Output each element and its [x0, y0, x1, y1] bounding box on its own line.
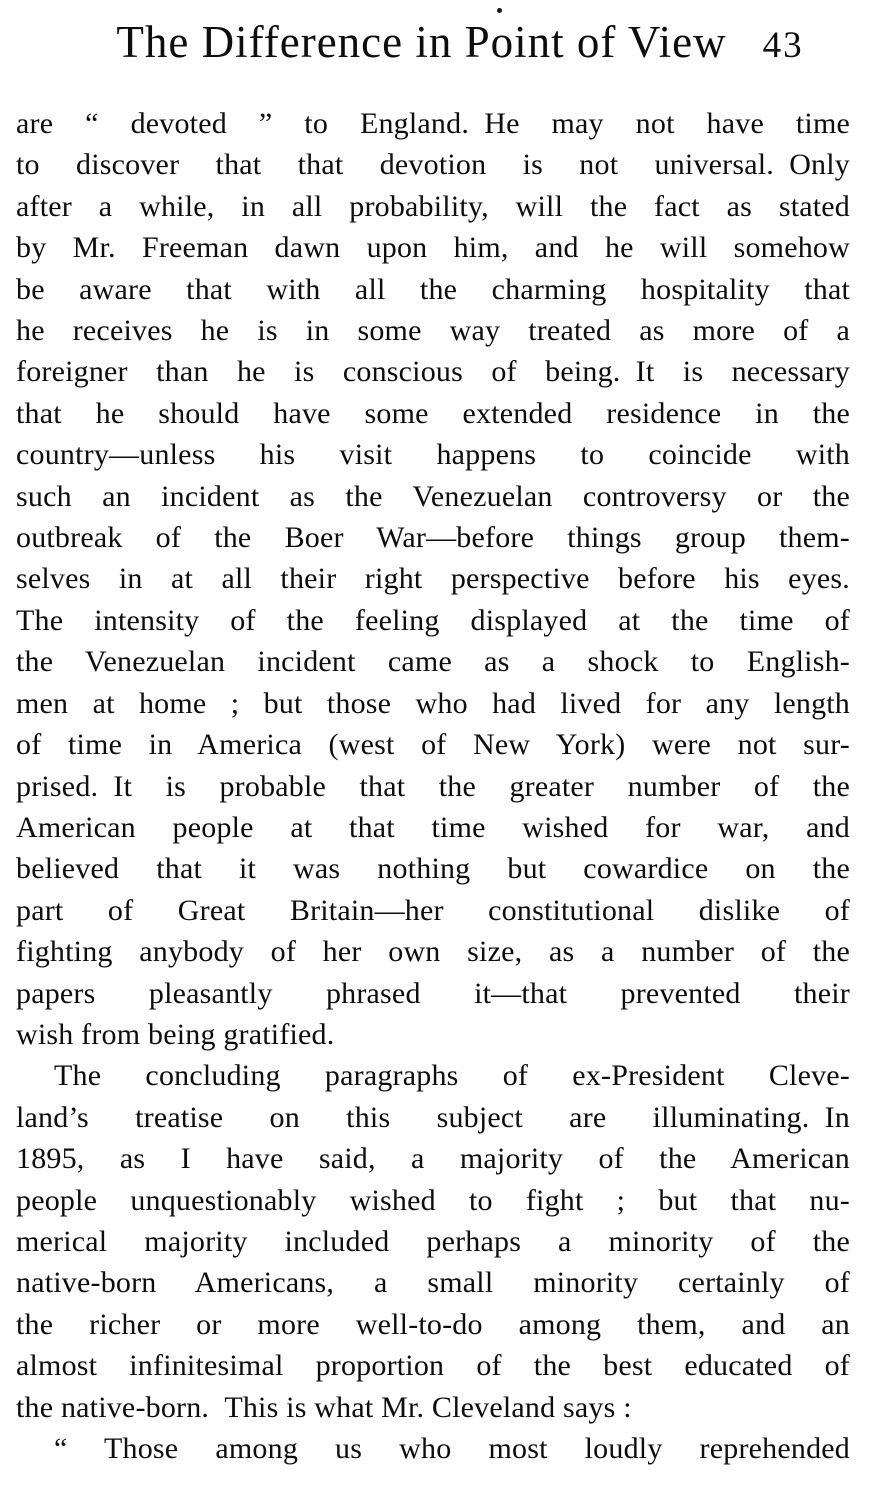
text-line: wish from being gratified.	[16, 1017, 335, 1051]
text-line: men at home ; but those who had lived for any length	[16, 686, 850, 720]
paragraph-continued	[16, 103, 850, 1055]
text-line: The concluding paragraphs of ex-President Cleve-	[54, 1059, 850, 1093]
text-line: native-born Americans, a small minority certainly of	[16, 1266, 850, 1300]
text-line: believed that it was nothing but cowardice on the	[16, 852, 850, 886]
text-line: such an incident as the Venezuelan controversy or the	[16, 479, 850, 513]
scan-speck	[497, 8, 502, 13]
running-header-title: The Difference in Point of View	[116, 17, 727, 67]
text-line: after a while, in all probability, will the fact as stated	[16, 189, 850, 223]
text-line: the Venezuelan incident came as a shock to English-	[16, 645, 850, 679]
text-line: outbreak of the Boer War—before things group them-	[16, 521, 850, 555]
text-line: fighting anybody of her own size, as a number of the	[16, 935, 850, 969]
text-line: to discover that that devotion is not universal. Only	[16, 148, 850, 182]
paragraph-quote	[16, 1428, 850, 1469]
text-line: land’s treatise on this subject are illuminating. In	[16, 1100, 850, 1134]
text-line: papers pleasantly phrased it—that prevented their	[16, 976, 850, 1010]
text-line: be aware that with all the charming hospitality that	[16, 272, 850, 306]
running-header	[0, 14, 872, 70]
text-line: the richer or more well-to-do among them, and an	[16, 1307, 850, 1341]
text-line: prised. It is probable that the greater number of the	[16, 769, 850, 803]
text-line: almost infinitesimal proportion of the best educated of	[16, 1349, 850, 1383]
text-line: merical majority included perhaps a minority of the	[16, 1224, 850, 1258]
text-line: foreigner than he is conscious of being. It is necessary	[16, 355, 850, 389]
text-line: of time in America (west of New York) were not sur-	[16, 728, 850, 762]
text-line: the native-born. This is what Mr. Cleveland says :	[16, 1390, 632, 1424]
text-line: by Mr. Freeman dawn upon him, and he will somehow	[16, 231, 850, 265]
text-line: selves in at all their right perspective before his eyes.	[16, 562, 850, 596]
text-line: he receives he is in some way treated as more of a	[16, 314, 850, 348]
text-line: people unquestionably wished to fight ; but that nu-	[16, 1183, 850, 1217]
text-line: that he should have some extended residence in the	[16, 396, 850, 430]
text-line: “ Those among us who most loudly reprehended	[54, 1432, 850, 1465]
text-line: are “ devoted ” to England. He may not have time	[16, 107, 850, 140]
text-line: 1895, as I have said, a majority of the American	[16, 1142, 850, 1176]
paragraph-cleveland	[16, 1055, 850, 1428]
text-line: The intensity of the feeling displayed at the time of	[16, 603, 850, 637]
page-body	[16, 103, 850, 1469]
text-line: part of Great Britain—her constitutional dislike of	[16, 893, 850, 927]
text-line: American people at that time wished for war, and	[16, 810, 850, 844]
text-line: country—unless his visit happens to coincide with	[16, 438, 850, 472]
page-number: 43	[762, 25, 804, 66]
